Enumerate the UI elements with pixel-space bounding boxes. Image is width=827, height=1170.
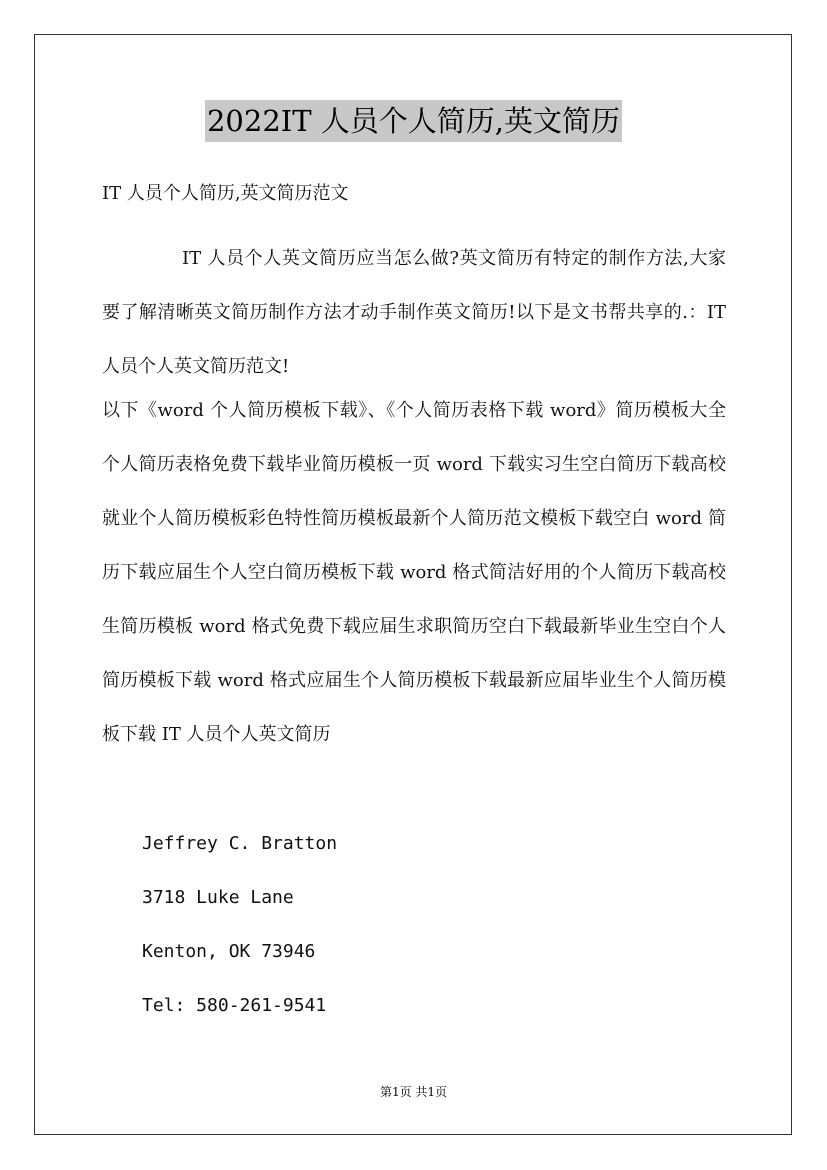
page-footer: 第1页 共1页 [379,1085,448,1099]
title-container [0,100,827,142]
contact-tel: Tel: 580-261-9541 [142,995,327,1016]
template-links-paragraph: 以下《word 个人简历模板下载》、《个人简历表格下载 word》简历模板大全个人简历表格免费下载毕业简历模板一页 word 下载实习生空白简历下载高校就业个人简历模板彩色特性简历模板最新个人简历范文模板下载空白 word 简历下载应届生个人空白简历模板下载 word 格式简洁好用的个人简历下载高校生简历模板 word 格式免费下载应届生求职简历空白下载最新毕业生空白个人简历模板下载 word 格式应届生个人简历模板下载最新应届毕业生个人简历模板下载 IT 人员个人英文简历 [102,400,726,745]
intro-paragraph: IT 人员个人英文简历应当怎么做?英文简历有特定的制作方法,大家要了解清晰英文简历制作方法才动手制作英文简历!以下是文书帮共享的.：IT 人员个人英文简历范文! [102,248,726,377]
contact-street: 3718 Luke Lane [142,887,294,908]
document-subtitle: IT 人员个人简历,英文简历范文 [102,183,349,204]
contact-name: Jeffrey C. Bratton [142,833,338,854]
contact-city: Kenton, OK 73946 [142,941,316,962]
document-title: 2022IT 人员个人简历,英文简历 [205,100,622,142]
